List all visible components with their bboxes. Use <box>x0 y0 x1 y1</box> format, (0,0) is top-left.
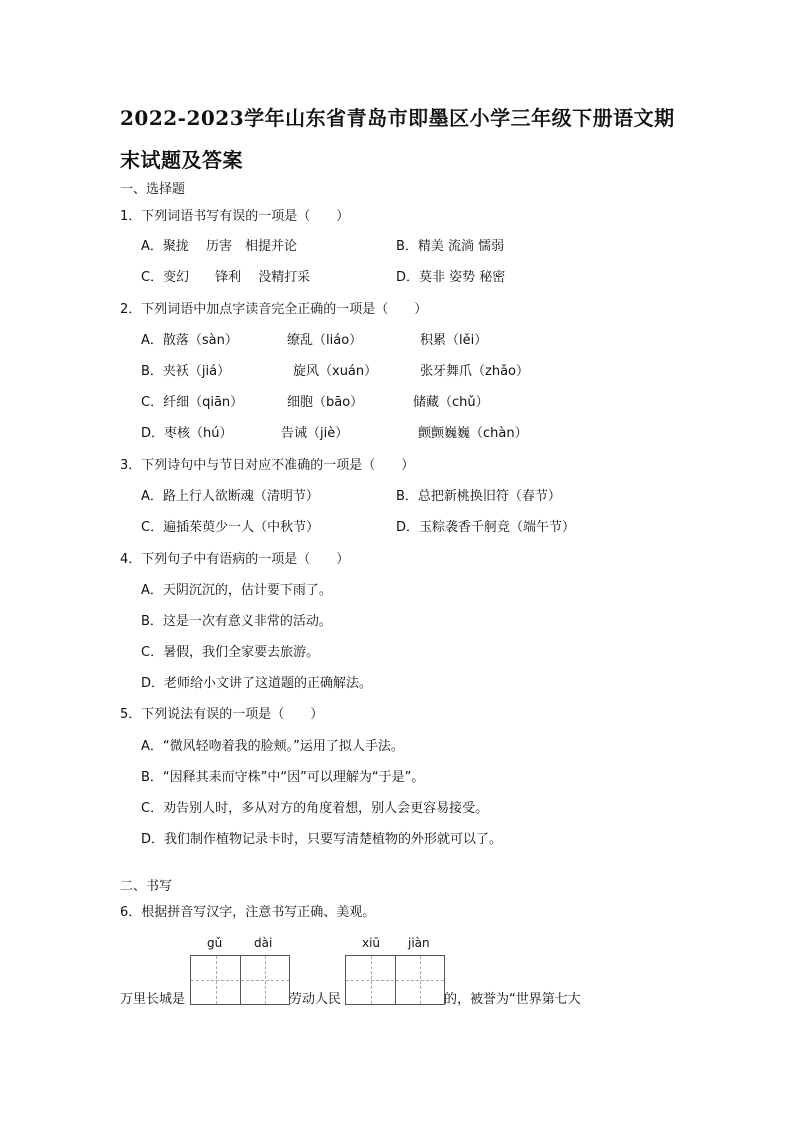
option-d: D．玉粽袭香千舸竞（端午节） <box>396 520 576 535</box>
fill-in-text: 的，被誉为“世界第七大 <box>444 992 581 1007</box>
page-title: 2022-2023学年山东省青岛市即墨区小学三年级下册语文期 <box>120 106 675 130</box>
option-b: B．夹袄（jiá） <box>141 364 231 379</box>
writing-grid-1[interactable] <box>190 955 290 1005</box>
section-heading: 一、选择题 <box>120 182 186 197</box>
option-a-word-2: 缭乱（liáo） <box>287 333 363 348</box>
pinyin-label: dài <box>254 936 273 950</box>
question-stem: 4．下列句子中有语病的一项是（ ） <box>120 552 350 567</box>
option-c: C．劝告别人时，多从对方的角度着想，别人会更容易接受。 <box>141 801 489 816</box>
option-a: A．聚拢 历害 相提并论 <box>141 239 298 254</box>
option-d-word-2: 告诫（jiè） <box>281 426 349 441</box>
option-b: B．这是一次有意义非常的活动。 <box>141 614 332 629</box>
option-a: A．天阴沉沉的，估计要下雨了。 <box>141 583 332 598</box>
fill-in-text: 劳动人民 <box>289 992 342 1007</box>
option-d: D．我们制作植物记录卡时，只要写清楚植物的外形就可以了。 <box>141 832 503 847</box>
option-c: C．遍插茱萸少一人（中秋节） <box>141 520 320 535</box>
pinyin-label: xiū <box>362 936 381 950</box>
option-c: C．变幻 锋利 没精打采 <box>141 270 311 285</box>
option-b: B．总把新桃换旧符（春节） <box>396 489 561 504</box>
option-b: B．精美 流淌 懦弱 <box>396 239 505 254</box>
writing-grid-2[interactable] <box>345 955 445 1005</box>
grid-guide-line <box>346 980 444 981</box>
option-d-word-3: 颤颤巍巍（chàn） <box>418 426 528 441</box>
option-b-word-3: 张牙舞爪（zhǎo） <box>420 364 529 379</box>
option-a-word-3: 积累（lěi） <box>420 333 488 348</box>
question-stem: 1．下列词语书写有误的一项是（ ） <box>120 209 350 224</box>
option-b: B．“因释其耒而守株”中“因”可以理解为“于是”。 <box>141 770 425 785</box>
option-d: D．莫非 姿势 秘密 <box>396 270 506 285</box>
question-stem: 5．下列说法有误的一项是（ ） <box>120 707 324 722</box>
question-stem: 2．下列词语中加点字读音完全正确的一项是（ ） <box>120 302 428 317</box>
question-stem: 6．根据拼音写汉字，注意书写正确、美观。 <box>120 905 376 920</box>
option-a: A．散落（sàn） <box>141 333 238 348</box>
fill-in-text: 万里长城是 <box>120 992 186 1007</box>
option-a: A．路上行人欲断魂（清明节） <box>141 489 319 504</box>
pinyin-label: gǔ <box>207 936 223 950</box>
option-c-word-3: 储藏（chǔ） <box>413 395 489 410</box>
pinyin-label: jiàn <box>408 936 430 950</box>
option-d: D．老师给小文讲了这道题的正确解法。 <box>141 676 373 691</box>
option-d: D．枣核（hú） <box>141 426 233 441</box>
grid-guide-line <box>191 980 289 981</box>
option-c: C．暑假，我们全家要去旅游。 <box>141 645 320 660</box>
question-stem: 3．下列诗句中与节日对应不准确的一项是（ ） <box>120 458 415 473</box>
option-b-word-2: 旋风（xuán） <box>293 364 378 379</box>
section-heading: 二、书写 <box>120 879 173 894</box>
option-a: A．“微风轻吻着我的脸颊。”运用了拟人手法。 <box>141 739 404 754</box>
page-title-continued: 末试题及答案 <box>120 148 243 172</box>
option-c: C．纤细（qiān） <box>141 395 244 410</box>
option-c-word-2: 细胞（bāo） <box>287 395 364 410</box>
